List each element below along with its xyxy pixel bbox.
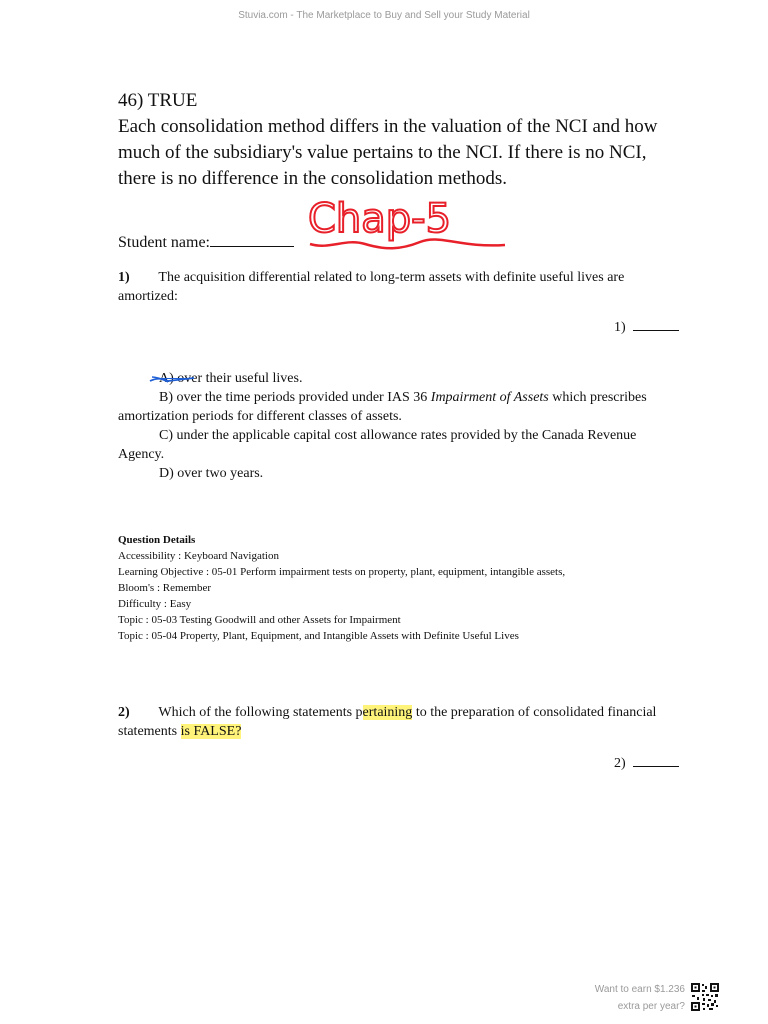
answer-46-line-1: Each consolidation method differs in the valuation of the NCI and how <box>118 116 658 137</box>
question-2-highlight-2: is FALSE? <box>180 724 242 739</box>
option-d: D) over two years. <box>159 466 264 481</box>
detail-topic-2: Topic : 05-04 Property, Plant, Equipment, and Intangible Assets with Definite Useful Lives <box>118 630 519 642</box>
detail-blooms: Bloom's : Remember <box>118 582 212 594</box>
question-1-answer-label: 1) <box>614 320 626 335</box>
blue-strike-mark <box>148 371 198 387</box>
detail-accessibility: Accessibility : Keyboard Navigation <box>118 550 279 562</box>
question-2-text-1: Which of the following statements p <box>158 705 363 720</box>
qr-code-icon[interactable] <box>690 982 720 1012</box>
option-b-italic: Impairment of Assets <box>430 390 549 405</box>
option-a-struck: A) ov <box>159 371 192 386</box>
footer-promo[interactable] <box>560 984 685 1012</box>
detail-learning-objective: Learning Objective : 05-01 Perform impairment tests on property, plant, equipment, intangible assets, <box>118 566 566 578</box>
question-2-text-2: to the preparation of consolidated financial <box>412 705 657 720</box>
option-c-line-2: Agency. <box>118 447 165 462</box>
question-2-text-3: statements <box>118 724 181 739</box>
question-2-highlight-1: ertaining <box>362 705 413 720</box>
question-1-options <box>118 369 678 483</box>
answer-46-line-2: much of the subsidiary's value pertains to the NCI. If there is no NCI, <box>118 142 647 163</box>
answer-46-line-3: there is no difference in the consolidation methods. <box>118 168 508 189</box>
student-name-label: Student name: <box>118 234 210 251</box>
handwritten-chap5-text: Chap-5 <box>308 196 452 242</box>
question-1-text-line-2: amortized: <box>118 289 178 304</box>
footer-promo-line-2: extra per year? <box>617 1001 685 1012</box>
option-c: C) under the applicable capital cost allowance rates provided by the Canada Revenue <box>159 428 637 443</box>
option-b <box>118 388 678 407</box>
detail-topic-1: Topic : 05-03 Testing Goodwill and other Assets for Impairment <box>118 614 401 626</box>
question-2-answer-blank[interactable] <box>633 766 679 767</box>
answer-46-heading: 46) TRUE <box>118 90 198 111</box>
question-2-answer-field[interactable] <box>614 754 679 773</box>
detail-difficulty: Difficulty : Easy <box>118 598 192 610</box>
question-details-title: Question Details <box>118 534 196 546</box>
question-1-answer-blank[interactable] <box>633 330 679 331</box>
option-b-text-end: which prescribes <box>548 390 647 405</box>
watermark: Stuvia.com - The Marketplace to Buy and Sell your Study Material <box>238 10 530 21</box>
question-2-number: 2) <box>118 705 130 720</box>
question-1-answer-field[interactable] <box>614 318 679 337</box>
student-name-blank[interactable] <box>210 246 294 247</box>
option-a-text: er their useful lives. <box>191 371 303 386</box>
handwritten-chap5-annotation <box>300 190 515 260</box>
answer-46-block <box>118 88 718 192</box>
option-b-text: B) over the time periods provided under IAS 36 <box>159 390 431 405</box>
question-2-answer-label: 2) <box>614 756 626 771</box>
question-details <box>118 532 718 644</box>
question-2 <box>118 703 698 741</box>
question-1-number: 1) <box>118 270 130 285</box>
question-1-text-line-1: The acquisition differential related to long-term assets with definite useful lives are <box>158 270 625 285</box>
option-a <box>118 369 678 388</box>
student-name-row <box>118 233 294 253</box>
footer-promo-line-1: Want to earn $1.236 <box>594 984 685 995</box>
question-1 <box>118 268 678 306</box>
option-b-line-2: amortization periods for different classes of assets. <box>118 409 402 424</box>
